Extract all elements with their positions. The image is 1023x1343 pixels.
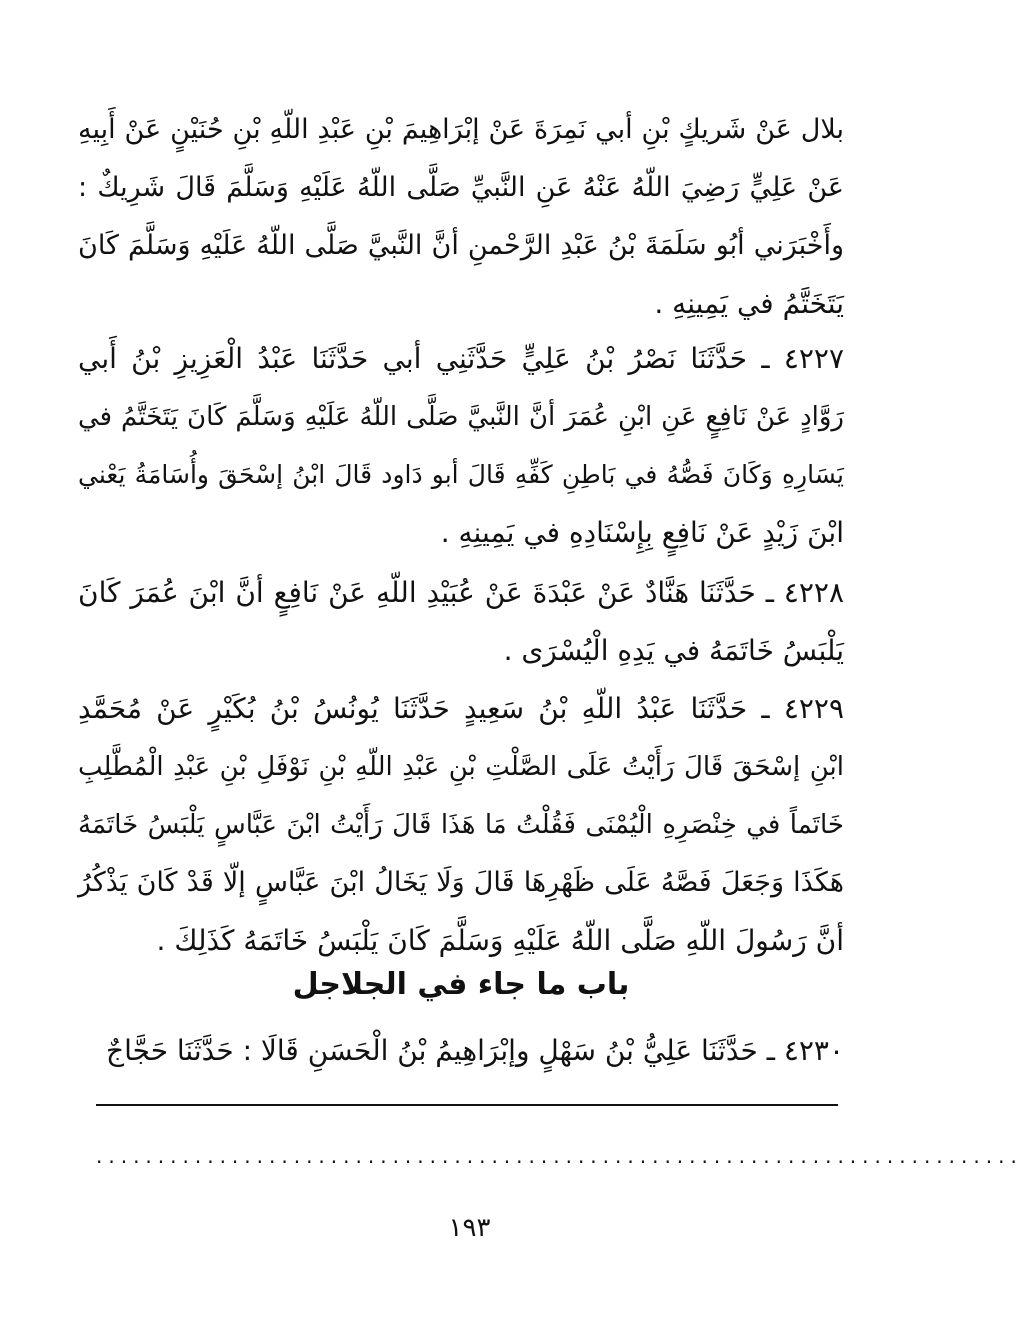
text-line: وأَخْبَرَني أبُو سَلَمَةَ بْنُ عَبْدِ الرَّحْمنِ أنَّ النَّبيَّ صَلَّى اللّهُ عَلَيْهِ وَسَلَّمَ كَانَ — [78, 230, 844, 261]
text-line: يَتَخَتَّمُ في يَمِينِهِ . — [654, 287, 844, 320]
text-line: ٤٢٢٧ ـ حَدَّثَنَا نَصْرُ بْنُ عَلِيٍّ حَدَّثَنِي أبي حَدَّثَنَا عَبْدُ الْعَزِيزِ بْنُ أَبي — [78, 342, 844, 375]
paragraph-continuation — [78, 101, 844, 333]
text-line: ابْنَ زَيْدٍ عَنْ نَافِعٍ بِإِسْنَادِهِ في يَمِينِهِ . — [440, 516, 844, 549]
text-line: يَلْبَسُ خَاتَمَهُ في يَدِهِ الْيُسْرَى . — [503, 634, 844, 667]
text-line: أنَّ رَسُولَ اللّهِ صَلَّى اللّهُ عَلَيْهِ وَسَلَّمَ كَانَ يَلْبَسُ خَاتَمَهُ كَذَلِكَ . — [156, 924, 844, 957]
text-line: ٤٢٢٩ ـ حَدَّثَنَا عَبْدُ اللّهِ بْنُ سَعِيدٍ حَدَّثَنَا يُونُسُ بْنُ بُكَيْرٍ عَنْ مُحَمَّدِ — [78, 692, 844, 725]
text-line: ابْنِ إسْحَقَ قَالَ رَأَيْتُ عَلَى الصَّلْتِ بْنِ عَبْدِ اللّهِ بْنِ نَوْفَلِ بْنِ عَبْدِ الْمُطَّلِبِ — [78, 752, 844, 782]
hadith-4227 — [78, 330, 844, 562]
hadith-4230 — [78, 1022, 844, 1080]
text-line: خَاتَماً في خِنْصَرِهِ الْيُمْنَى فَقُلْتُ مَا هَذَا قَالَ رَأَيْتُ ابْنَ عَبَّاسٍ يَلْبَسُ خَاتَمَهُ — [78, 810, 844, 840]
text-line: يَسَارِهِ وَكَانَ فَصُّهُ في بَاطِنِ كَفِّهِ قَالَ أبو دَاود قَالَ ابْنُ إسْحَقَ وأُسَامَةُ يَعْني — [78, 460, 844, 489]
hadith-4229 — [78, 680, 844, 970]
text-line: ٤٢٣٠ ـ حَدَّثَنَا عَلِيُّ بْنُ سَهْلٍ وإبْرَاهِيمُ بْنُ الْحَسَنِ قَالَا : حَدَّثَنَا حَجَّاجٌ — [106, 1034, 844, 1067]
text-line: عَنْ عَلِيٍّ رَضِيَ اللّهُ عَنْهُ عَنِ النَّبيِّ صَلَّى اللّهُ عَلَيْهِ وَسَلَّمَ قَالَ شَرِيكٌ : — [78, 172, 844, 203]
text-line: بلال عَنْ شَريكٍ بْنِ أبي نَمِرَةَ عَنْ إبْرَاهِيمَ بْنِ عَبْدِ اللّهِ بْنِ حُنَيْنٍ عَنْ أَبِيهِ — [78, 114, 844, 145]
text-line: هَكَذَا وَجَعَلَ فَصَّهُ عَلَى ظَهْرِهَا قَالَ وَلَا يَخَالُ ابْنَ عَبَّاسٍ إلّا قَدْ كَانَ يَذْكُرُ — [78, 867, 844, 898]
footnote-rule — [96, 1104, 838, 1106]
page-number: ١٩٣ — [448, 1213, 491, 1243]
text-line: رَوَّادٍ عَنْ نَافِعٍ عَنِ ابْنِ عُمَرَ أنَّ النَّبيَّ صَلَّى اللّهُ عَلَيْهِ وَسَلَّمَ كَانَ يَتَخَتَّمُ في — [78, 402, 844, 432]
footnote-dots: ........................................................................... — [96, 1144, 1023, 1168]
text-line: ٤٢٢٨ ـ حَدَّثَنَا هَنَّادٌ عَنْ عَبْدَةَ عَنْ عُبَيْدِ اللّهِ عَنْ نَافِعٍ أنَّ ابْنَ عُمَرَ كَانَ — [78, 576, 844, 609]
chapter-title: باب ما جاء في الجلاجل — [292, 967, 630, 1002]
hadith-4228 — [78, 564, 844, 680]
